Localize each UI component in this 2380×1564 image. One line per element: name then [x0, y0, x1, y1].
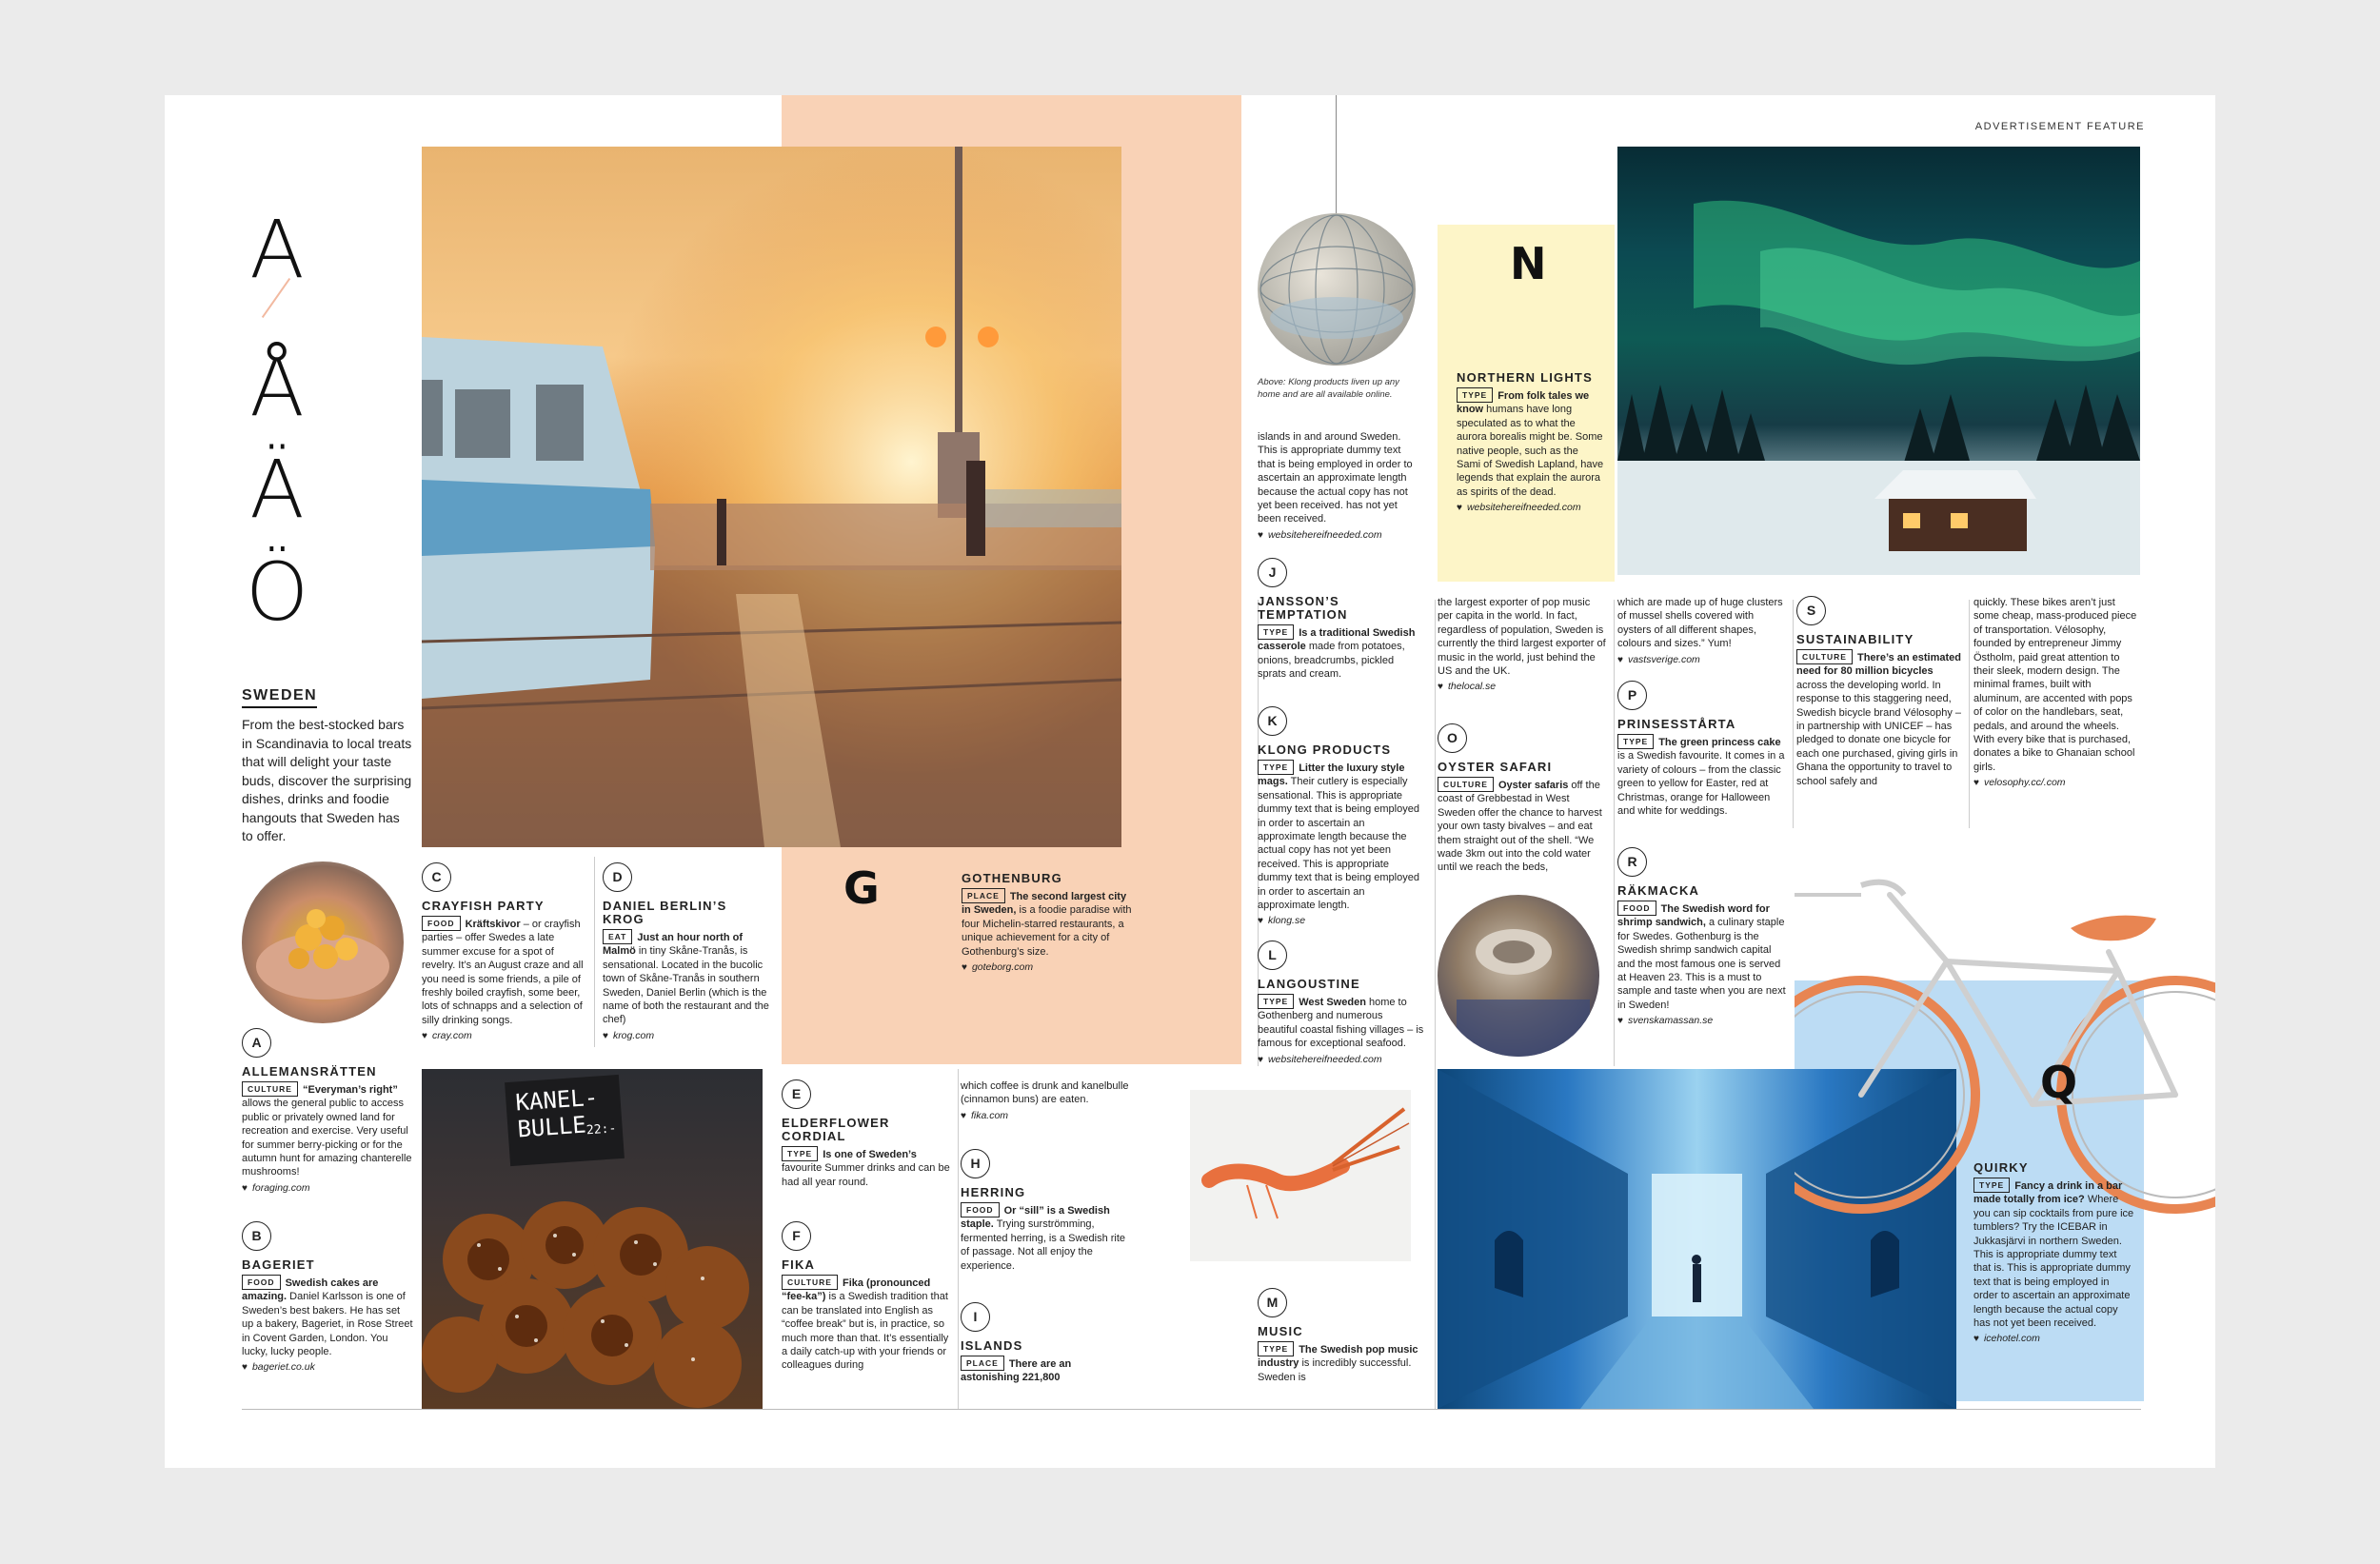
entry-a-link[interactable]: ♥ foraging.com	[242, 1181, 413, 1196]
entry-q-body: Where you can sip cocktails from pure ice tumblers? Try the ICEBAR in Jukkasjärvi in northern Sweden. This is appropriate dummy text that is. This is appropriate dummy text that is being employed in order to ascertain an approximate length because the actual copy has not yet been received.	[1973, 1194, 2134, 1330]
entry-f-lead: Fika (pronounced “fee-ka”)	[782, 1277, 931, 1303]
entry-c-lead: Kräftskivor	[465, 919, 521, 930]
column-rule	[594, 857, 595, 1047]
entry-n-body: humans have long speculated as to what the aurora borealis might be. Some native people, such as the Sami of Swedish Lapland, have legends that explain the aurora as spirits of the dead.	[1457, 404, 1604, 498]
entry-o-link[interactable]: ♥ vastsverige.com	[1617, 653, 1787, 667]
entry-h-badge: FOOD	[961, 1202, 1000, 1218]
entry-b-link[interactable]: ♥ bageriet.co.uk	[242, 1360, 413, 1375]
entry-a-lead: “Everyman’s right”	[302, 1084, 398, 1096]
entry-i-title: ISLANDS	[961, 1338, 1023, 1353]
entry-p-lead: The green princess cake	[1658, 737, 1781, 748]
entry-c-link[interactable]: ♥ cray.com	[422, 1029, 588, 1043]
entry-j	[1258, 558, 1424, 682]
entry-h-lead: Or “sill” is a Swedish staple.	[961, 1205, 1110, 1231]
kanelbulle-sign-line1: KANEL-	[514, 1083, 600, 1117]
entry-a-title: ALLEMANSRÄTTEN	[242, 1064, 377, 1079]
entry-q-lead: Fancy a drink in a bar made totally from ice?	[1973, 1180, 2123, 1206]
entry-b-body: Daniel Karlsson is one of Sweden’s best bakers. He has set up a bakery, Bageriet, in Rose Street in Covent Garden, London. You lucky, lucky people.	[242, 1291, 413, 1358]
letter-circle-c: C	[422, 862, 451, 892]
entry-o-lead: Oyster safaris	[1497, 780, 1569, 791]
entry-m-badge: TYPE	[1258, 1341, 1294, 1356]
entry-r-lead: The Swedish word for shrimp sandwich,	[1617, 903, 1770, 929]
alphabet-a-umlaut: Ä	[249, 443, 305, 536]
gothenburg-tram-photo	[422, 147, 1121, 847]
cinnamon-bun-photo	[422, 1069, 763, 1409]
entry-f-continued-body: which coffee is drunk and kanelbulle (cinnamon buns) are eaten.	[961, 1080, 1129, 1106]
column-rule	[958, 1069, 959, 1409]
entry-n	[1457, 371, 1604, 516]
entry-i-lead: There are an astonishing 221,800	[961, 1358, 1072, 1384]
entry-m-continued-body: the largest exporter of pop music per capita in the world. In fact, regardless of population, Sweden is currently the third largest exporter of music in the world, just behind the US and the UK.	[1438, 597, 1606, 678]
lamp-cord	[1336, 95, 1337, 219]
entry-i-badge: PLACE	[961, 1356, 1004, 1371]
entry-j-title: JANSSON’S TEMPTATION	[1258, 594, 1348, 622]
entry-l	[1258, 940, 1424, 1067]
entry-c-title: CRAYFISH PARTY	[422, 899, 545, 913]
entry-r-body: a culinary staple for Swedes. Gothenburg is the Swedish shrimp sandwich capital and the most famous one is served at Heaven 23. This is a must to sample and taste when you are next in Sweden!	[1617, 917, 1786, 1011]
letter-circle-h: H	[961, 1149, 990, 1178]
entry-k-badge: TYPE	[1258, 760, 1294, 775]
entry-r-link[interactable]: ♥ svenskamassan.se	[1617, 1014, 1787, 1028]
letter-circle-i: I	[961, 1302, 990, 1332]
entry-h-body: Trying surströmming, fermented herring, is a Swedish rite of passage. Not all enjoy the experience.	[961, 1218, 1126, 1272]
entry-k-body: Their cutlery is especially sensational. This is appropriate dummy text that is being employed in order to ascertain an approximate length because the actual copy has not yet been received. This is appropriate dummy text that is being employed in order to ascertain an approximate length.	[1258, 776, 1419, 912]
entry-m-link[interactable]: ♥ thelocal.se	[1438, 680, 1607, 694]
entry-p	[1617, 681, 1787, 818]
entry-k-title: KLONG PRODUCTS	[1258, 742, 1392, 757]
entry-e-lead: Is one of Sweden’s	[823, 1149, 917, 1160]
entry-n-lead: From folk tales we know	[1457, 390, 1590, 416]
entry-m-title: MUSIC	[1258, 1324, 1303, 1338]
letter-circle-s: S	[1796, 596, 1826, 625]
entry-d-badge: EAT	[603, 929, 632, 944]
entry-b-title: BAGERIET	[242, 1257, 315, 1272]
entry-i-link[interactable]: ♥ websitehereifneeded.com	[1258, 528, 1419, 543]
letter-circle-f: F	[782, 1221, 811, 1251]
entry-f-body: is a Swedish tradition that can be translated into English as “coffee break” but is, in practice, so much more than that. It’s essentially a daily catch-up with your friends or colleagues during	[782, 1291, 949, 1372]
column-rule	[1969, 600, 1970, 828]
letter-circle-o: O	[1438, 723, 1467, 753]
entry-l-badge: TYPE	[1258, 994, 1294, 1009]
entry-p-badge: TYPE	[1617, 734, 1654, 749]
entry-e-body: favourite Summer drinks and can be had all year round.	[782, 1162, 950, 1188]
entry-j-badge: TYPE	[1258, 624, 1294, 640]
entry-g-link[interactable]: ♥ goteborg.com	[962, 960, 1133, 975]
entry-f-badge: CULTURE	[782, 1275, 838, 1290]
entry-f-link[interactable]: ♥ fika.com	[961, 1109, 1132, 1123]
entry-a-body: allows the general public to access public or privately owned land for recreation and exercise. Very useful for summer berry-picking or for the autumn hunt for amazing chanterelle mushrooms!	[242, 1098, 412, 1178]
entry-r	[1617, 847, 1787, 1029]
entry-j-lead: Is a traditional Swedish casserole	[1258, 627, 1416, 653]
letter-circle-e: E	[782, 1079, 811, 1109]
entry-m-lead: The Swedish pop music industry	[1258, 1344, 1418, 1370]
entry-g-title: GOTHENBURG	[962, 871, 1062, 885]
entry-r-badge: FOOD	[1617, 901, 1656, 916]
entry-o-continued-body: which are made up of huge clusters of mussel shells covered with oysters of all different shapes, colours and sizes.” Yum!	[1617, 597, 1783, 650]
entry-o-body: off the coast of Grebbestad in West Sweden offer the chance to harvest your own tasty bivalves – and eat them straight out of the shell. “We wade 3km out into the cold water until we reach the beds,	[1438, 780, 1602, 874]
entry-i	[961, 1302, 1132, 1385]
magazine-spread	[165, 95, 2215, 1468]
intro-title: SWEDEN	[242, 687, 317, 708]
entry-b	[242, 1221, 413, 1376]
entry-e-title: ELDERFLOWER CORDIAL	[782, 1116, 890, 1143]
entry-k-lead: Litter the luxury style mags.	[1258, 762, 1405, 788]
entry-g-lead: The second largest city in Sweden,	[962, 891, 1127, 917]
column-rule	[1614, 600, 1615, 1066]
entry-b-lead: Swedish cakes are amazing.	[242, 1277, 379, 1303]
intro-body: From the best-stocked bars in Scandinavia to local treats that will delight your taste buds, discover the surprising dishes, drinks and foodie hangouts that Sweden has to offer.	[242, 717, 412, 843]
oyster-photo	[1438, 895, 1599, 1057]
entry-d-lead: Just an hour north of Malmö	[603, 932, 743, 958]
alphabet-o-umlaut: Ö	[245, 545, 309, 639]
kanelbulle-sign	[505, 1075, 625, 1166]
entry-n-title: NORTHERN LIGHTS	[1457, 370, 1593, 385]
entry-j-body: made from potatoes, onions, breadcrumbs, pickled sprats and cream.	[1258, 641, 1405, 681]
entry-d-link[interactable]: ♥ krog.com	[603, 1029, 769, 1043]
kanelbulle-sign-price: 22:-	[585, 1121, 617, 1138]
entry-q-title: QUIRKY	[1973, 1160, 2029, 1175]
column-rule	[1435, 600, 1436, 1409]
entry-l-body: home to Gothenberg and numerous beautiful coastal fishing villages – is famous for exceptional seafood.	[1258, 997, 1424, 1050]
entry-o-badge: CULTURE	[1438, 777, 1494, 792]
entry-d-body: in tiny Skåne-Tranås, is sensational. Located in the bucolic town of Skåne-Tranås in southern Sweden, Daniel Berlin (which is the name of both the restaurant and the chef)	[603, 945, 769, 1026]
entry-o-title: OYSTER SAFARI	[1438, 760, 1553, 774]
bottom-rule	[242, 1409, 2141, 1410]
entry-e-badge: TYPE	[782, 1146, 818, 1161]
letter-circle-d: D	[603, 862, 632, 892]
entry-s	[1796, 596, 1963, 788]
entry-s-continued	[1973, 596, 2140, 791]
column-rule	[1793, 600, 1794, 828]
entry-g-body: is a foodie paradise with four Michelin-starred restaurants, a unique achievement for a city of Gothenburg’s size.	[962, 904, 1132, 958]
entry-b-badge: FOOD	[242, 1275, 281, 1290]
entry-k	[1258, 706, 1424, 929]
entry-m-body: is incredibly successful. Sweden is	[1258, 1357, 1412, 1383]
big-letter-g: G	[843, 862, 880, 914]
entry-f	[782, 1221, 953, 1373]
entry-o-continued	[1617, 596, 1787, 667]
alphabet-a: A	[249, 203, 305, 296]
entry-m	[1258, 1288, 1424, 1384]
entry-q-badge: TYPE	[1973, 1178, 2010, 1193]
letter-circle-l: L	[1258, 940, 1287, 970]
entry-l-lead: West Sweden	[1299, 997, 1366, 1008]
entry-g	[962, 872, 1133, 975]
lamp-caption: Above: Klong products liven up any home and are all available online.	[1258, 377, 1399, 400]
entry-a	[242, 1028, 413, 1196]
entry-s-badge: CULTURE	[1796, 649, 1853, 664]
entry-n-link[interactable]: ♥ websitehereifneeded.com	[1457, 501, 1604, 515]
entry-s-link[interactable]: ♥ velosophy.cc/.com	[1973, 776, 2140, 790]
entry-e	[782, 1079, 953, 1189]
letter-circle-k: K	[1258, 706, 1287, 736]
big-letter-n: N	[1510, 238, 1547, 289]
entry-h	[961, 1149, 1132, 1273]
kanelbulle-sign-line2: BULLE	[516, 1111, 587, 1143]
entry-g-badge: PLACE	[962, 888, 1005, 903]
entry-d	[603, 862, 769, 1043]
entry-c	[422, 862, 588, 1044]
letter-circle-b: B	[242, 1221, 271, 1251]
entry-q	[1973, 1161, 2135, 1347]
entry-l-title: LANGOUSTINE	[1258, 977, 1360, 991]
letter-circle-p: P	[1617, 681, 1647, 710]
entry-r-title: RÄKMACKA	[1617, 883, 1700, 898]
entry-s-body: across the developing world. In response to this staggering need, Swedish bicycle brand Vélosophy – in partnership with UNICEF – has pledged to donate one bicycle for each one purchased, giving girls in Ghana the opportunity to travel to school safely and	[1796, 679, 1962, 787]
letter-circle-j: J	[1258, 558, 1287, 587]
northern-lights-photo	[1617, 147, 2140, 575]
entry-i-continued-body: islands in and around Sweden. This is appropriate dummy text that is being employed in order to ascertain an approximate length because the actual copy has not yet been received. has not yet been received.	[1258, 431, 1413, 525]
entry-p-body: is a Swedish favourite. It comes in a variety of colours – from the classic green to yellow for Easter, red at Christmas, orange for Halloween and white for weddings.	[1617, 750, 1785, 818]
entry-p-title: PRINSESSTÅRTA	[1617, 717, 1736, 731]
letter-circle-m: M	[1258, 1288, 1287, 1317]
chanterelle-photo	[242, 861, 404, 1023]
entry-a-badge: CULTURE	[242, 1081, 298, 1097]
entry-f-title: FIKA	[782, 1257, 816, 1272]
alphabet-a-ring: Å	[249, 341, 305, 434]
entry-h-title: HERRING	[961, 1185, 1026, 1199]
entry-c-body: – or crayfish parties – offer Swedes a late summer excuse for a spot of revelry. It’s an August craze and all you need is some friends, a pile of freshly boiled crayfish, some beer, lots of schnapps and a selection of silly drinking songs.	[422, 919, 584, 1026]
letter-circle-r: R	[1617, 847, 1647, 877]
entry-c-badge: FOOD	[422, 916, 461, 931]
entry-s-continued-body: quickly. These bikes aren’t just some cheap, mass-produced piece of transportation. Vélosophy, founded by entrepreneur Jimmy Östholm, paid great attention to their sleek, modern design. The minimal frames, built with aluminum, are accented with pops of color on the handlebars, seat, pedals, and around the wheels. With every bike that is purchased, donates a bike to Ghanaian school girls.	[1973, 597, 2137, 773]
entry-m-continued	[1438, 596, 1607, 695]
entry-q-link[interactable]: ♥ icehotel.com	[1973, 1332, 2135, 1346]
big-letter-q: Q	[2040, 1057, 2078, 1108]
entry-k-link[interactable]: ♥ klong.se	[1258, 914, 1424, 928]
langoustine-photo	[1190, 1090, 1411, 1261]
klong-lamp-photo	[1258, 213, 1416, 366]
entry-s-lead: There’s an estimated need for 80 million bicycles	[1796, 652, 1962, 678]
advertisement-feature-label: ADVERTISEMENT FEATURE	[1974, 121, 2145, 132]
entry-o	[1438, 723, 1607, 875]
entry-f-continued	[961, 1079, 1132, 1123]
letter-circle-a: A	[242, 1028, 271, 1058]
entry-i-continued	[1258, 430, 1419, 543]
entry-l-link[interactable]: ♥ websitehereifneeded.com	[1258, 1053, 1424, 1067]
entry-n-badge: TYPE	[1457, 387, 1493, 403]
entry-s-title: SUSTAINABILITY	[1796, 632, 1914, 646]
entry-d-title: DANIEL BERLIN’S KROG	[603, 899, 727, 926]
